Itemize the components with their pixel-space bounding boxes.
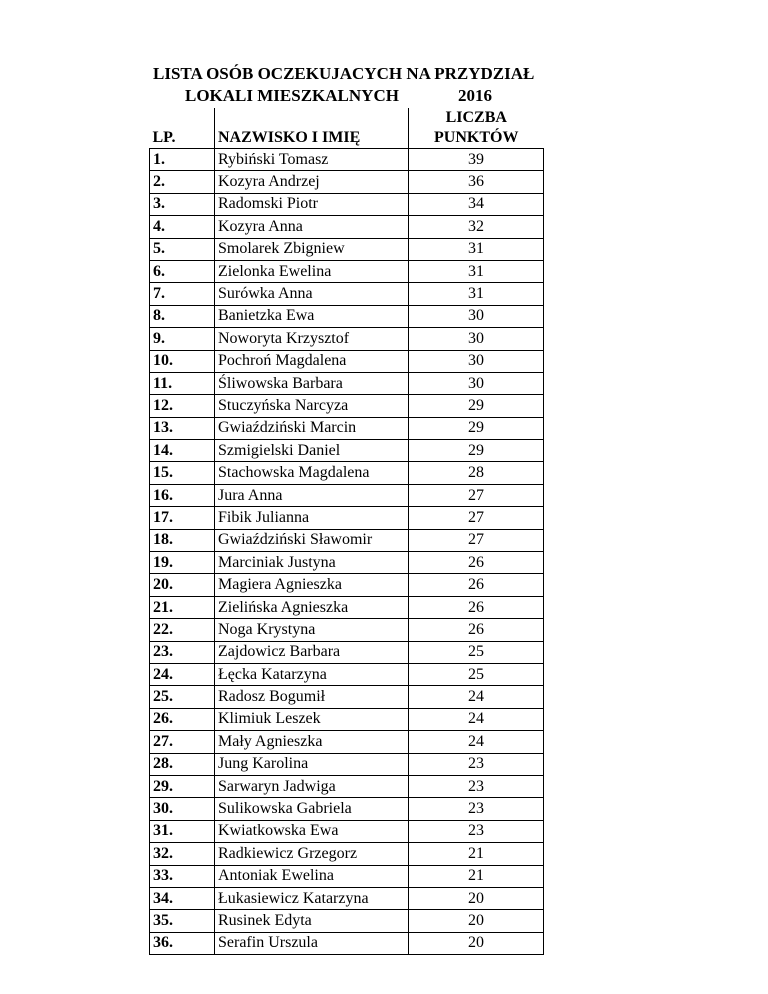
row-number: 7.: [150, 283, 215, 305]
row-name: Antoniak Ewelina: [215, 865, 409, 887]
row-name: Stuczyńska Narcyza: [215, 395, 409, 417]
table-row: [150, 529, 544, 551]
table-row: [150, 820, 544, 842]
table-row: [150, 596, 544, 618]
table-row: [150, 350, 544, 372]
row-points: 31: [409, 283, 544, 305]
row-number: 10.: [150, 350, 215, 372]
table-row: [150, 798, 544, 820]
table-row: [150, 910, 544, 932]
row-points: 36: [409, 171, 544, 193]
row-name: Banietzka Ewa: [215, 305, 409, 327]
document-title: LISTA OSÓB OCZEKUJACYCH NA PRZYDZIAŁ: [153, 64, 535, 83]
header-points-line1: LICZBA: [445, 109, 507, 126]
row-number: 32.: [150, 843, 215, 865]
document-year: 2016: [458, 86, 492, 105]
row-points: 24: [409, 686, 544, 708]
table-row: [150, 574, 544, 596]
table-row: [150, 865, 544, 887]
table-row: [150, 417, 544, 439]
row-name: Radomski Piotr: [215, 193, 409, 215]
row-points: 29: [409, 417, 544, 439]
row-number: 11.: [150, 372, 215, 394]
row-number: 9.: [150, 328, 215, 350]
row-number: 35.: [150, 910, 215, 932]
table-row: [150, 507, 544, 529]
row-points: 28: [409, 462, 544, 484]
row-points: 25: [409, 641, 544, 663]
row-points: 23: [409, 753, 544, 775]
row-points: 23: [409, 820, 544, 842]
table-row: [150, 328, 544, 350]
row-name: Stachowska Magdalena: [215, 462, 409, 484]
table-row: [150, 843, 544, 865]
row-points: 23: [409, 798, 544, 820]
row-points: 29: [409, 395, 544, 417]
header-points-line2: PUNKTÓW: [434, 129, 519, 146]
row-number: 21.: [150, 596, 215, 618]
table-row: [150, 462, 544, 484]
row-points: 31: [409, 260, 544, 282]
row-points: 24: [409, 731, 544, 753]
table-row: [150, 686, 544, 708]
row-name: Sarwaryn Jadwiga: [215, 775, 409, 797]
row-points: 30: [409, 305, 544, 327]
row-name: Zajdowicz Barbara: [215, 641, 409, 663]
table-row: [150, 171, 544, 193]
row-name: Łęcka Katarzyna: [215, 663, 409, 685]
row-number: 1.: [150, 149, 215, 171]
row-number: 4.: [150, 216, 215, 238]
row-name: Magiera Agnieszka: [215, 574, 409, 596]
row-points: 29: [409, 440, 544, 462]
row-number: 16.: [150, 484, 215, 506]
table-row: [150, 641, 544, 663]
row-number: 25.: [150, 686, 215, 708]
row-points: 21: [409, 865, 544, 887]
table-row: [150, 775, 544, 797]
row-number: 8.: [150, 305, 215, 327]
row-name: Noga Krystyna: [215, 619, 409, 641]
row-name: Gwiaździński Marcin: [215, 417, 409, 439]
row-points: 26: [409, 596, 544, 618]
row-points: 21: [409, 843, 544, 865]
row-number: 26.: [150, 708, 215, 730]
row-points: 30: [409, 372, 544, 394]
row-points: 30: [409, 328, 544, 350]
table-row: [150, 753, 544, 775]
row-name: Kozyra Andrzej: [215, 171, 409, 193]
row-number: 13.: [150, 417, 215, 439]
table-row: [150, 149, 544, 171]
table-row: [150, 932, 544, 954]
table-row: [150, 395, 544, 417]
row-number: 12.: [150, 395, 215, 417]
row-number: 15.: [150, 462, 215, 484]
waiting-list-table: [149, 108, 544, 955]
row-name: Szmigielski Daniel: [215, 440, 409, 462]
row-name: Łukasiewicz Katarzyna: [215, 887, 409, 909]
row-points: 20: [409, 932, 544, 954]
row-points: 20: [409, 910, 544, 932]
table-row: [150, 193, 544, 215]
row-points: 25: [409, 663, 544, 685]
row-number: 30.: [150, 798, 215, 820]
row-number: 20.: [150, 574, 215, 596]
table-row: [150, 484, 544, 506]
row-number: 5.: [150, 238, 215, 260]
row-number: 24.: [150, 663, 215, 685]
row-number: 17.: [150, 507, 215, 529]
row-points: 34: [409, 193, 544, 215]
row-number: 2.: [150, 171, 215, 193]
table-row: [150, 372, 544, 394]
row-number: 14.: [150, 440, 215, 462]
row-number: 36.: [150, 932, 215, 954]
row-number: 6.: [150, 260, 215, 282]
row-points: 30: [409, 350, 544, 372]
row-name: Kwiatkowska Ewa: [215, 820, 409, 842]
row-name: Surówka Anna: [215, 283, 409, 305]
row-name: Śliwowska Barbara: [215, 372, 409, 394]
row-name: Klimiuk Leszek: [215, 708, 409, 730]
table-row: [150, 283, 544, 305]
row-name: Mały Agnieszka: [215, 731, 409, 753]
table-row: [150, 619, 544, 641]
row-number: 27.: [150, 731, 215, 753]
row-name: Zielińska Agnieszka: [215, 596, 409, 618]
row-name: Radkiewicz Grzegorz: [215, 843, 409, 865]
row-name: Serafin Urszula: [215, 932, 409, 954]
table-row: [150, 552, 544, 574]
row-name: Fibik Julianna: [215, 507, 409, 529]
row-number: 29.: [150, 775, 215, 797]
row-name: Rybiński Tomasz: [215, 149, 409, 171]
table-row: [150, 708, 544, 730]
row-points: 27: [409, 507, 544, 529]
row-points: 26: [409, 619, 544, 641]
row-points: 39: [409, 149, 544, 171]
row-name: Kozyra Anna: [215, 216, 409, 238]
row-name: Smolarek Zbigniew: [215, 238, 409, 260]
table-row: [150, 216, 544, 238]
row-number: 18.: [150, 529, 215, 551]
row-name: Zielonka Ewelina: [215, 260, 409, 282]
row-points: 27: [409, 529, 544, 551]
row-points: 26: [409, 552, 544, 574]
row-points: 26: [409, 574, 544, 596]
table-header-row: [150, 108, 544, 149]
row-name: Pochroń Magdalena: [215, 350, 409, 372]
table-body: [150, 149, 544, 955]
row-number: 28.: [150, 753, 215, 775]
row-name: Radosz Bogumił: [215, 686, 409, 708]
row-points: 23: [409, 775, 544, 797]
table-row: [150, 887, 544, 909]
row-number: 31.: [150, 820, 215, 842]
row-name: Rusinek Edyta: [215, 910, 409, 932]
document-subtitle: LOKALI MIESZKALNYCH: [185, 86, 399, 105]
row-name: Marciniak Justyna: [215, 552, 409, 574]
table-row: [150, 663, 544, 685]
table-row: [150, 731, 544, 753]
table-row: [150, 305, 544, 327]
row-name: Jung Karolina: [215, 753, 409, 775]
row-number: 34.: [150, 887, 215, 909]
row-points: 31: [409, 238, 544, 260]
row-number: 3.: [150, 193, 215, 215]
row-number: 23.: [150, 641, 215, 663]
row-number: 22.: [150, 619, 215, 641]
row-points: 32: [409, 216, 544, 238]
header-points: [409, 108, 544, 149]
row-number: 19.: [150, 552, 215, 574]
row-points: 20: [409, 887, 544, 909]
table-row: [150, 260, 544, 282]
row-name: Jura Anna: [215, 484, 409, 506]
row-points: 27: [409, 484, 544, 506]
table-row: [150, 238, 544, 260]
table-row: [150, 440, 544, 462]
row-name: Sulikowska Gabriela: [215, 798, 409, 820]
row-number: 33.: [150, 865, 215, 887]
header-lp: LP.: [150, 108, 215, 149]
row-points: 24: [409, 708, 544, 730]
header-name: NAZWISKO I IMIĘ: [215, 108, 409, 149]
row-name: Gwiaździński Sławomir: [215, 529, 409, 551]
row-name: Noworyta Krzysztof: [215, 328, 409, 350]
